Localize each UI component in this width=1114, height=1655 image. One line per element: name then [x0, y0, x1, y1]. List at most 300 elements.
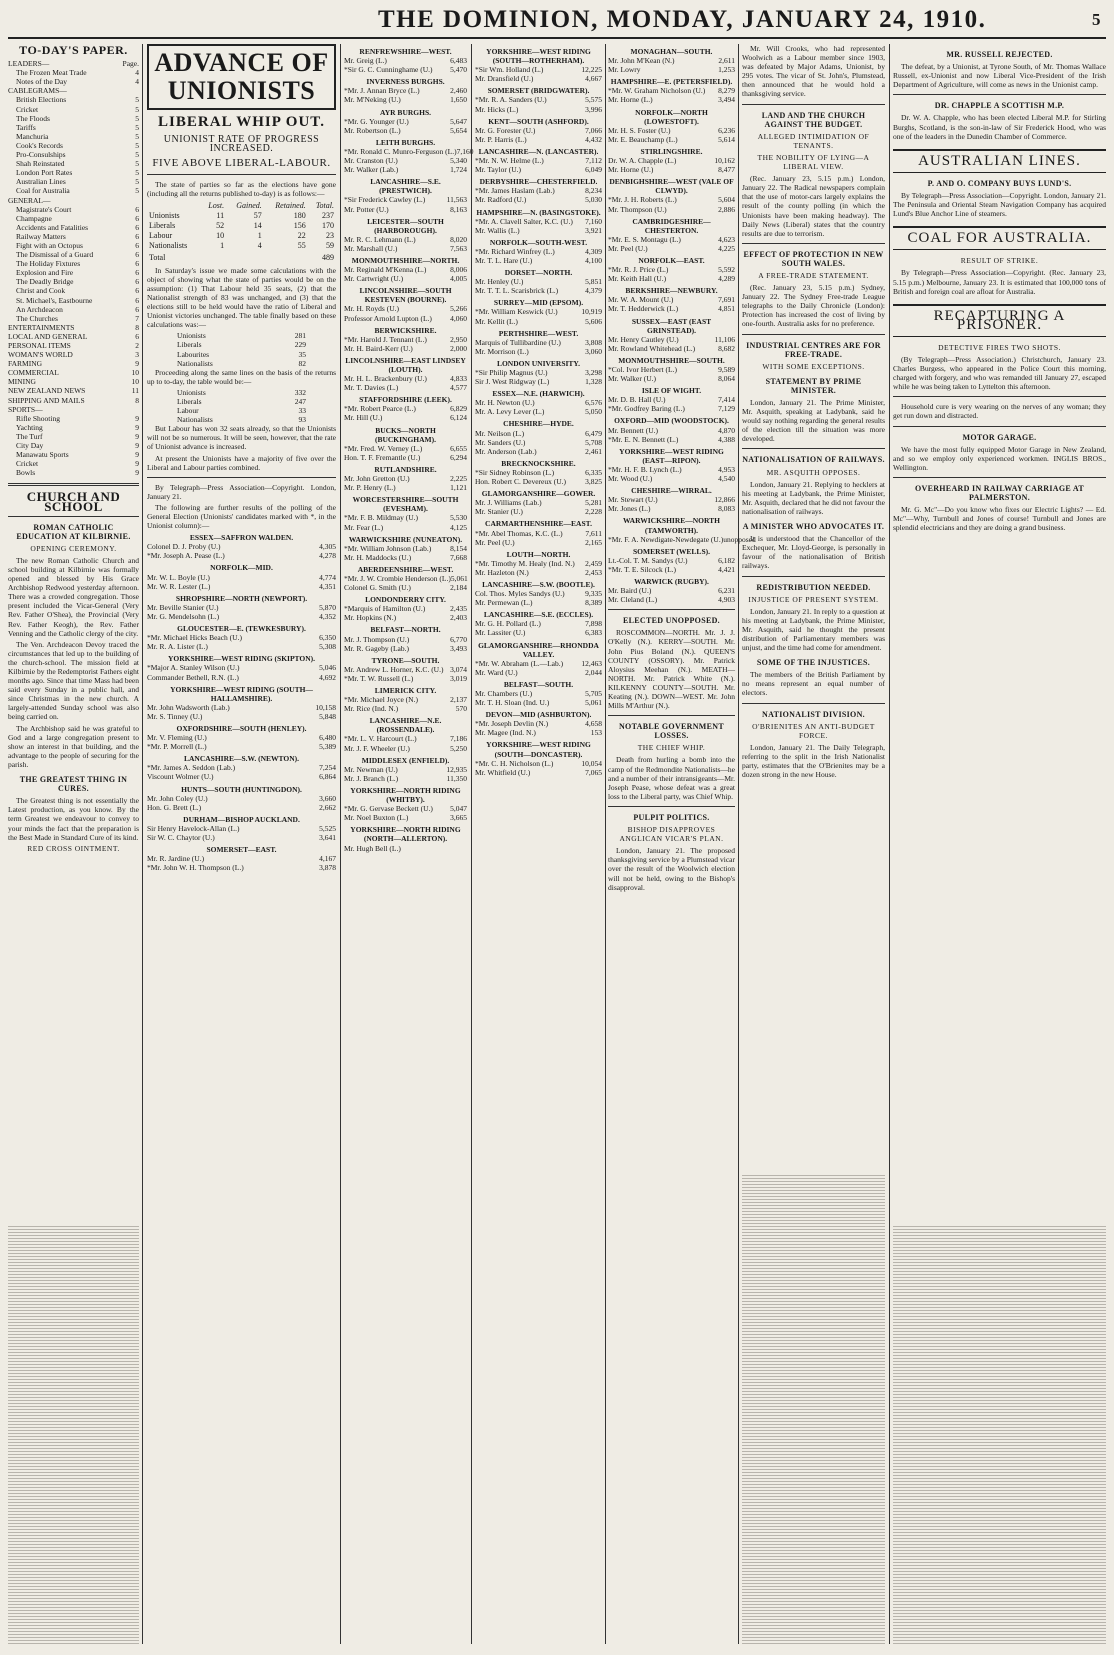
candidate-name: Mr. H. Royds (U.)	[344, 304, 400, 314]
candidate-row	[608, 295, 735, 304]
candidate-votes: 8,279	[718, 86, 735, 96]
toc-item-page: 6	[135, 304, 139, 314]
toc-list	[8, 59, 139, 477]
candidate-row	[344, 146, 474, 156]
constituency-heading: WARWICKSHIRE—NORTH (TAMWORTH).	[623, 516, 720, 535]
strike-heading: RESULT OF STRIKE.	[960, 256, 1039, 266]
toc-item-page: 6	[135, 204, 139, 214]
candidate-votes: 12,225	[581, 65, 602, 75]
candidate-row	[147, 854, 336, 863]
candidate-name: *Mr. N. W. Helme (L.)	[475, 156, 544, 166]
toc-row	[8, 332, 139, 341]
toc-title: TO-DAY'S PAPER.	[19, 43, 128, 57]
candidate-name: *Mr. John W. H. Thompson (L.)	[147, 863, 244, 873]
candidate-row	[608, 165, 735, 174]
candidate-votes: 8,389	[585, 598, 602, 608]
newspaper-title: THE DOMINION, MONDAY, JANUARY 24, 1910.	[378, 6, 987, 33]
candidate-name: *Sir Frederick Cawley (L.)	[344, 195, 426, 205]
lead-subhead-whip: LIBERAL WHIP OUT.	[158, 114, 325, 130]
article-paragraph: The new Roman Catholic Church and school building at Kilbirnie was formally opened and blessed by His Grace Archbishop Redwood yesterday afternoon. There was a crowded congregation. Those present included the Vicar-General (Very Rev. Father O'Shea), the Provincial (Very Rev. Father Keogh), the Rev. Father Venning and the Catholic clergy of the city.	[8, 555, 139, 638]
constituency-heading: YORKSHIRE—WEST RIDING (SOUTH—DONCASTER).	[486, 740, 591, 759]
toc-row	[8, 350, 139, 359]
candidate-row	[475, 759, 602, 768]
table-cell: 57	[253, 210, 262, 220]
candidate-name: Mr. H. L. Brackenbury (U.)	[344, 374, 427, 384]
candidate-name: Mr. Marshall (U.)	[344, 243, 398, 253]
article-paragraph: (Rec. January 23, 5.15 p.m.) Sydney, January 22. The Sydney Free-trade League telegraphs to the Daily Chronicle (London): Protection has increased the cost of living by one-fourth. Australia asks for no preference.	[742, 283, 885, 329]
candidate-votes: 8,234	[585, 186, 602, 196]
candidate-votes: 6,770	[450, 634, 467, 644]
candidate-name: *Mr. William Keswick (U.)	[475, 307, 558, 317]
constituency-heading: MONAGHAN—SOUTH.	[630, 47, 713, 56]
candidate-votes: 3,493	[450, 643, 467, 653]
column-divider	[889, 44, 890, 1644]
advertisement-text: Mr. G. Mc"—Do you know who fixes our Electric Lights? — Ed. Mc"—Why, Turnbull and Jones of course! Turnbull and Jones are splendid electricians and they are doing a grand business.	[893, 505, 1106, 533]
toc-item-label: WOMAN'S WORLD	[8, 350, 73, 360]
candidate-row	[344, 235, 467, 244]
candidate-row	[475, 728, 602, 737]
candidate-row	[344, 674, 467, 683]
candidate-name: Mr. Fear (L.)	[344, 522, 384, 532]
constituency-heading: LOUTH—NORTH.	[506, 549, 571, 559]
candidate-votes: 4,309	[585, 246, 602, 256]
article-paragraph: London, January 21. The Daily Telegraph, referring to the split in the Irish Nationalist party, estimates that the O'Brienites may be a dozen strong in the new House.	[742, 742, 885, 780]
constituency-heading: ISLE OF WIGHT.	[641, 386, 702, 396]
toc-row	[8, 168, 139, 177]
candidate-name: Mr. R. A. Lister (L.)	[147, 642, 208, 652]
constituency-heading: RENFREWSHIRE—WEST.	[359, 47, 452, 56]
column-2	[147, 44, 336, 1644]
candidate-row	[147, 673, 336, 682]
candidate-row	[147, 763, 336, 772]
toc-item-page: 9	[135, 431, 139, 441]
toc-item-label: The Dismissal of a Guard	[16, 250, 94, 260]
candidate-votes: 3,060	[585, 346, 602, 356]
candidate-row	[475, 95, 602, 104]
party-seats: 82	[298, 358, 306, 368]
candidate-name: Mr. R. Jardine (U.)	[147, 854, 205, 864]
candidate-votes: 3,074	[450, 664, 467, 674]
toc-item-page: 9	[135, 450, 139, 460]
candidate-name: *Mr. E. N. Bennett (L.)	[608, 434, 679, 444]
candidate-row	[147, 573, 336, 582]
candidate-row	[344, 574, 467, 583]
constituency-heading: YORKSHIRE—NORTH RIDING (WHITBY).	[350, 785, 461, 805]
candidate-votes: 3,019	[450, 673, 467, 683]
candidate-row	[147, 824, 336, 833]
column-4	[475, 44, 602, 1644]
article-paragraph: ROSCOMMON—NORTH. Mr. J. J. O'Kelly (N.). KERRY—SOUTH. Mr. John Pius Boland (N.). QUEEN'S COUNTY (OSSORY). Mr. Patrick Aloysius Meehan (N.). MEATH—NORTH. Mr. Patrick White (N.). KILKENNY COUNTY—SOUTH. Mr. Keating (N.). DOWN—WEST. Mr. John Mills M'Arthur (N.).	[608, 628, 735, 711]
toc-item-label: Notes of the Day	[16, 77, 68, 87]
candidate-row	[344, 195, 467, 204]
candidate-votes: 6,182	[718, 555, 735, 565]
candidate-name: Sir W. C. Chaytor (U.)	[147, 833, 215, 842]
candidate-votes: 5,250	[450, 743, 467, 753]
toc-item-page: 5	[135, 113, 139, 123]
candidate-votes: 5,647	[450, 116, 467, 126]
toc-item-label: Railway Matters	[16, 231, 66, 241]
dense-text-block	[893, 1224, 1106, 1644]
injustice-heading: INJUSTICE OF PRESENT SYSTEM.	[748, 594, 879, 604]
candidate-votes: 5,470	[450, 65, 467, 75]
candidate-votes: 5,061	[585, 698, 602, 708]
candidate-votes: 570	[455, 704, 467, 714]
candidate-votes: 4,774	[319, 572, 336, 582]
candidate-votes: 5,340	[450, 156, 467, 166]
candidate-row	[608, 335, 735, 344]
candidate-name: Mr. Chambers (U.)	[475, 689, 533, 698]
candidate-row	[147, 742, 336, 751]
constituency-heading: LANCASHIRE—N.E. (ROSSENDALE).	[369, 716, 442, 735]
constituency-heading: YORKSHIRE—WEST RIDING (SOUTH—ROTHERHAM).	[486, 47, 591, 66]
candidate-row	[608, 504, 735, 513]
column-7	[893, 44, 1106, 1644]
candidate-row	[475, 195, 602, 204]
candidate-row	[147, 712, 336, 721]
results-list-c5	[608, 47, 756, 605]
party-seats: 93	[298, 415, 306, 425]
industrial-heading: INDUSTRIAL CENTRES ARE FOR FREE-TRADE.	[746, 340, 881, 359]
candidate-name: *Mr. R. J. Price (L.)	[608, 265, 669, 275]
toc-row	[8, 59, 139, 68]
candidate-row	[608, 195, 735, 204]
candidate-row	[344, 126, 467, 135]
candidate-name: Mr. Henry Cautley (U.)	[608, 334, 679, 344]
toc-item-page: 10	[131, 368, 139, 378]
candidate-row	[608, 126, 735, 135]
chapple-heading: DR. CHAPPLE A SCOTTISH M.P.	[934, 101, 1065, 111]
constituency-heading: DEVON—MID (ASHBURTON).	[485, 710, 592, 720]
candidate-votes: 8,163	[450, 204, 467, 214]
table-header-cell	[147, 201, 201, 211]
candidate-row	[344, 344, 467, 353]
candidate-name: *Sir Philip Magnus (U.)	[475, 368, 548, 377]
toc-row	[8, 241, 139, 250]
candidate-votes: 5,614	[718, 134, 735, 144]
toc-row	[8, 341, 139, 350]
candidate-name: Mr. Cartwright (U.)	[344, 274, 404, 284]
toc-item-page	[135, 86, 139, 95]
candidate-row	[608, 235, 735, 244]
article-paragraph: By Telegraph—Press Association—Copyright. (Rec. January 23, 5.15 p.m.) Melbourne, January 23. It is estimated that 100,000 tons of British and foreign coal are afloat for Australia.	[893, 268, 1106, 296]
toc-row	[8, 377, 139, 386]
toc-item-label: SPORTS—	[8, 404, 43, 414]
toc-row	[8, 150, 139, 159]
toc-row	[8, 359, 139, 368]
candidate-name: Marquis of Tullibardine (U.)	[475, 337, 561, 347]
candidate-row	[608, 86, 735, 95]
candidate-row	[608, 374, 735, 383]
toc-item-label: Fight with an Octopus	[16, 240, 83, 250]
toc-item-page: 11	[131, 386, 139, 396]
candidate-name: Mr. S. Tinney (U.)	[147, 711, 203, 721]
constituency-heading: BRECKNOCKSHIRE.	[501, 458, 576, 468]
constituency-heading: GLAMORGANSHIRE—GOWER.	[481, 489, 596, 499]
lead-paragraph: At present the Unionists have a majority of five over the Liberal and Labour parties combined.	[147, 453, 336, 472]
table-cell: 11	[216, 210, 225, 220]
coal-heading: COAL FOR AUSTRALIA.	[893, 226, 1106, 250]
constituency-heading: BUCKS—NORTH (BUCKINGHAM).	[374, 425, 437, 444]
railways-heading: NATIONALISATION OF RAILWAYS.	[742, 455, 885, 465]
toc-item-page: 6	[135, 240, 139, 250]
toc-row	[8, 186, 139, 195]
candidate-row	[608, 156, 735, 165]
toc-row	[8, 95, 139, 104]
candidate-votes: 4,225	[718, 243, 735, 253]
table-cell: 1	[257, 230, 262, 240]
candidate-name: Mr. Noel Buxton (L.)	[344, 813, 409, 823]
candidate-name: Mr. T. Hedderwick (L.)	[608, 304, 679, 314]
candidate-row	[344, 544, 467, 553]
candidate-row	[147, 603, 336, 612]
candidate-row	[475, 126, 602, 135]
candidate-row	[475, 226, 602, 235]
candidate-votes: 3,825	[585, 477, 602, 487]
constituency-heading: NORFOLK—EAST.	[638, 255, 705, 265]
toc-item-label: City Day	[16, 441, 44, 451]
toc-item-page	[135, 196, 139, 205]
candidate-votes: 4,851	[718, 304, 735, 314]
toc-item-label: Coal for Australia	[16, 186, 70, 196]
candidate-row	[475, 589, 602, 598]
toc-row	[8, 205, 139, 214]
candidate-name: Mr. Beville Stanier (U.)	[147, 602, 219, 612]
candidate-row	[475, 689, 602, 698]
results-list-c2	[147, 533, 336, 872]
candidate-name: Mr. Newman (U.)	[344, 764, 398, 774]
candidate-row	[344, 553, 467, 562]
article-paragraph: The members of the British Parliament by no means represent an equal number of electors.	[742, 670, 885, 698]
state-of-parties-table	[147, 201, 336, 251]
party-name: Liberals	[177, 340, 202, 350]
toc-item-page: 5	[135, 131, 139, 141]
divider	[147, 174, 336, 175]
toc-item-label: LEADERS—	[8, 59, 50, 69]
constituency-heading: LANCASHIRE—S.W. (NEWTON).	[183, 754, 300, 764]
candidate-row	[344, 165, 467, 174]
candidate-votes: 10,054	[581, 758, 602, 768]
article-paragraph: London, January 21. In reply to a question at his meeting at Ladybank, the Prime Minister, Mr. Asquith, said he thought the present distribution of Parliamentary members was unjust, and the time had come for amendment.	[742, 606, 885, 653]
candidate-name: *Sir G. C. Cunninghame (U.)	[344, 65, 433, 75]
divider	[742, 243, 885, 244]
divider	[742, 576, 885, 577]
toc-row	[8, 286, 139, 295]
candidate-name: Mr. H. Newton (U.)	[475, 398, 535, 408]
toc-item-label: Cricket	[16, 104, 39, 114]
candidate-row	[344, 244, 467, 253]
constituency-heading: MONMOUTHSHIRE—NORTH.	[351, 255, 460, 265]
column-6	[742, 44, 885, 1644]
constituency-heading: MIDDLESEX (ENFIELD).	[361, 755, 450, 765]
candidate-row	[147, 642, 336, 651]
candidate-name: Mr. Stanier (U.)	[475, 507, 523, 517]
constituency-heading: DURHAM—BISHOP AUCKLAND.	[183, 814, 300, 824]
toc-item-page: 6	[135, 268, 139, 278]
candidate-name: Mr. Hugh Bell (L.)	[344, 843, 401, 853]
candidate-row	[608, 304, 735, 313]
candidate-votes: 3,660	[319, 793, 336, 803]
losses-heading: NOTABLE GOVERNMENT LOSSES.	[618, 722, 725, 741]
candidate-votes: 6,864	[319, 772, 336, 782]
church-section-title: CHURCH AND SCHOOL	[26, 489, 121, 514]
constituency-heading: HUNTS—SOUTH (HUNTINGDON).	[181, 784, 302, 794]
constituency-heading: SHROPSHIRE—NORTH (NEWPORT).	[175, 593, 308, 603]
candidate-name: *Mr. W. Abraham (L.—Lab.)	[475, 658, 564, 668]
table-row	[147, 231, 336, 241]
candidate-name: Mr. G. Mendelsohn (L.)	[147, 611, 220, 621]
candidate-votes: 6,655	[450, 443, 467, 453]
toc-row	[8, 196, 139, 205]
candidate-votes: 6,479	[585, 428, 602, 438]
toc-item-label: The Floods	[16, 113, 50, 123]
candidate-name: Mr. H. Baird-Kerr (U.)	[344, 343, 413, 353]
candidate-row	[344, 665, 467, 674]
toc-item-label: Tariffs	[16, 122, 36, 132]
injustices-heading: SOME OF THE INJUSTICES.	[756, 658, 871, 668]
candidate-row	[344, 444, 467, 453]
toc-item-page: 6	[135, 277, 139, 287]
party-name: Nationalists	[177, 358, 213, 368]
bishop-heading: BISHOP DISAPPROVES ANGLICAN VICAR'S PLAN.	[619, 825, 724, 844]
candidate-row	[608, 395, 735, 404]
toc-item-label: London Port Rates	[16, 168, 73, 178]
candidate-name: Mr. Keith Hall (U.)	[608, 274, 667, 284]
candidate-name: Mr. J. Williams (Lab.)	[475, 498, 542, 508]
column-divider	[605, 44, 606, 1644]
candidate-row	[344, 383, 467, 392]
candidate-name: *Mr. F. B. Mildmay (U.)	[344, 513, 418, 523]
toc-item-page: 7	[135, 313, 139, 323]
constituency-heading: YORKSHIRE—WEST RIDING (SKIPTON).	[167, 654, 316, 664]
candidate-name: *Mr. A. Clavell Salter, K.C. (U.)	[475, 216, 573, 226]
candidate-votes: 4,421	[718, 564, 735, 574]
toc-item-label: Australian Lines	[16, 177, 66, 187]
candidate-votes: 2,184	[450, 583, 467, 593]
candidate-row	[344, 86, 467, 95]
candidate-votes: 2,403	[450, 613, 467, 623]
toc-item-label: Champagne	[16, 213, 52, 223]
candidate-votes: 4,540	[718, 474, 735, 484]
candidate-votes: 5,575	[585, 95, 602, 105]
results-list-c4	[475, 47, 602, 777]
candidate-votes: 8,064	[718, 374, 735, 384]
party-seats: 33	[298, 406, 306, 416]
party-seats: 229	[294, 340, 306, 350]
table-header-cell: Lost.	[208, 200, 225, 210]
constituency-heading: LANCASHIRE—N. (LANCASTER).	[478, 146, 599, 156]
candidate-votes: 4,692	[319, 672, 336, 682]
toc-item-page: 6	[135, 213, 139, 223]
land-church-heading: LAND AND THE CHURCH AGAINST THE BUDGET.	[761, 110, 866, 129]
candidate-row	[608, 586, 735, 595]
candidate-votes: 4,577	[450, 383, 467, 393]
constituency-heading: LEICESTER—SOUTH (HARBOROUGH).	[367, 216, 444, 235]
divider	[8, 483, 139, 486]
ointment-heading: RED CROSS OINTMENT.	[27, 843, 120, 853]
toc-item-label: Cook's Records	[16, 140, 63, 150]
toc-item-page: Page.	[122, 59, 139, 69]
candidate-name: *Mr. R. A. Sanders (U.)	[475, 95, 547, 105]
candidate-name: Mr. Andrew L. Horner, K.C. (U.)	[344, 664, 444, 674]
article-paragraph: The Ven. Archdeacon Devoy traced the circumstances that led up to the building of the church-school. The mission field at Kilbirnie by the Redemptorist Fathers eight months ago. Since that time Mass had been said every Sunday in a public hall, and since Christmas in the new church. A largely-attended Sunday school was also being carried on.	[8, 639, 139, 722]
toc-item-page: 6	[135, 250, 139, 260]
candidate-votes: 1,724	[450, 165, 467, 175]
candidate-row	[608, 595, 735, 604]
candidate-row	[475, 529, 602, 538]
candidate-votes: 4,658	[585, 719, 602, 729]
toc-item-label: The Deadly Bridge	[16, 277, 74, 287]
constituency-heading: LANCASHIRE—S.E. (PRESTWICH).	[370, 177, 441, 196]
candidate-name: Dr. W. A. Chapple (L.)	[608, 156, 677, 166]
candidate-name: Mr. Hicks (L.)	[475, 104, 519, 114]
candidate-votes: 4,351	[319, 581, 336, 591]
candidate-row	[608, 95, 735, 104]
church-section-opening: OPENING CEREMONY.	[30, 543, 117, 553]
candidate-row	[475, 619, 602, 628]
candidate-votes: 5,848	[319, 711, 336, 721]
candidate-row	[475, 156, 602, 165]
candidate-votes: 6,335	[585, 467, 602, 477]
candidate-name: *Sir Sidney Robinson (L.)	[475, 467, 555, 477]
candidate-name: *Mr. G. Younger (U.)	[344, 116, 409, 126]
candidate-name: Mr. J. Thompson (U.)	[344, 634, 410, 644]
candidate-row	[475, 65, 602, 74]
party-seats: 35	[298, 349, 306, 359]
church-subhead: ROMAN CATHOLIC EDUCATION AT KILBIRNIE.	[16, 522, 131, 541]
divider	[893, 94, 1106, 95]
constituency-heading: DENBIGHSHIRE—WEST (VALE OF CLWYD).	[609, 177, 734, 196]
constituency-heading: CHESHIRE—WIRRAL.	[631, 486, 712, 496]
candidate-name: Mr. T. T. L. Scarisbrick (L.)	[475, 286, 559, 296]
candidate-votes: 7,160	[456, 146, 474, 156]
candidate-name: Mr. Kellit (L.)	[475, 316, 518, 326]
candidate-votes: 7,066	[585, 125, 602, 135]
candidate-votes: 6,576	[585, 398, 602, 408]
candidate-row	[344, 65, 467, 74]
toc-item-page: 9	[135, 441, 139, 451]
candidate-name: *Mr. P. Morrell (L.)	[147, 742, 207, 752]
calc-row	[177, 415, 306, 424]
candidate-name: Mr. Horne (L.)	[608, 95, 653, 105]
column-divider	[738, 44, 739, 1644]
toc-item-label: Christ and Cook	[16, 286, 66, 296]
candidate-name: Mr. Radford (U.)	[475, 195, 527, 205]
candidate-votes: 6,483	[450, 56, 467, 66]
candidate-name: Mr. T. Davies (L.)	[344, 383, 399, 393]
lead-paragraph: Proceeding along the same lines on the basis of the returns up to to-day, the table would be:—	[147, 367, 336, 386]
candidate-row	[475, 165, 602, 174]
constituency-heading: LIMERICK CITY.	[374, 686, 437, 695]
candidate-row	[344, 474, 467, 483]
table-cell: 55	[297, 240, 306, 250]
article-paragraph: Mr. Will Crooks, who had represented Woolwich as a Labour member since 1903, was defeated by Major Adams, Unionist, by 295 votes. The vicar of St. John's, Plumstead, then announced that he would hold a thanksgiving service.	[742, 44, 885, 99]
toc-item-label: Pro-Consulships	[16, 150, 66, 160]
toc-row	[8, 423, 139, 432]
prisoner-heading: RECAPTURING A PRISONER.	[893, 304, 1106, 337]
constituency-heading: SOMERSET (BRIDGWATER).	[487, 86, 590, 96]
candidate-name: Commander Bethell, R.N. (L.)	[147, 672, 239, 682]
toc-item-page: 6	[135, 222, 139, 232]
candidate-row	[344, 265, 467, 274]
candidate-row	[344, 156, 467, 165]
toc-row	[8, 141, 139, 150]
candidate-row	[344, 523, 467, 532]
candidate-votes: 12,866	[714, 495, 735, 505]
candidate-votes: 7,129	[718, 404, 735, 414]
toc-item-label: Manchuria	[16, 131, 49, 141]
toc-item-page: 6	[135, 286, 139, 296]
toc-item-page: 5	[135, 150, 139, 160]
